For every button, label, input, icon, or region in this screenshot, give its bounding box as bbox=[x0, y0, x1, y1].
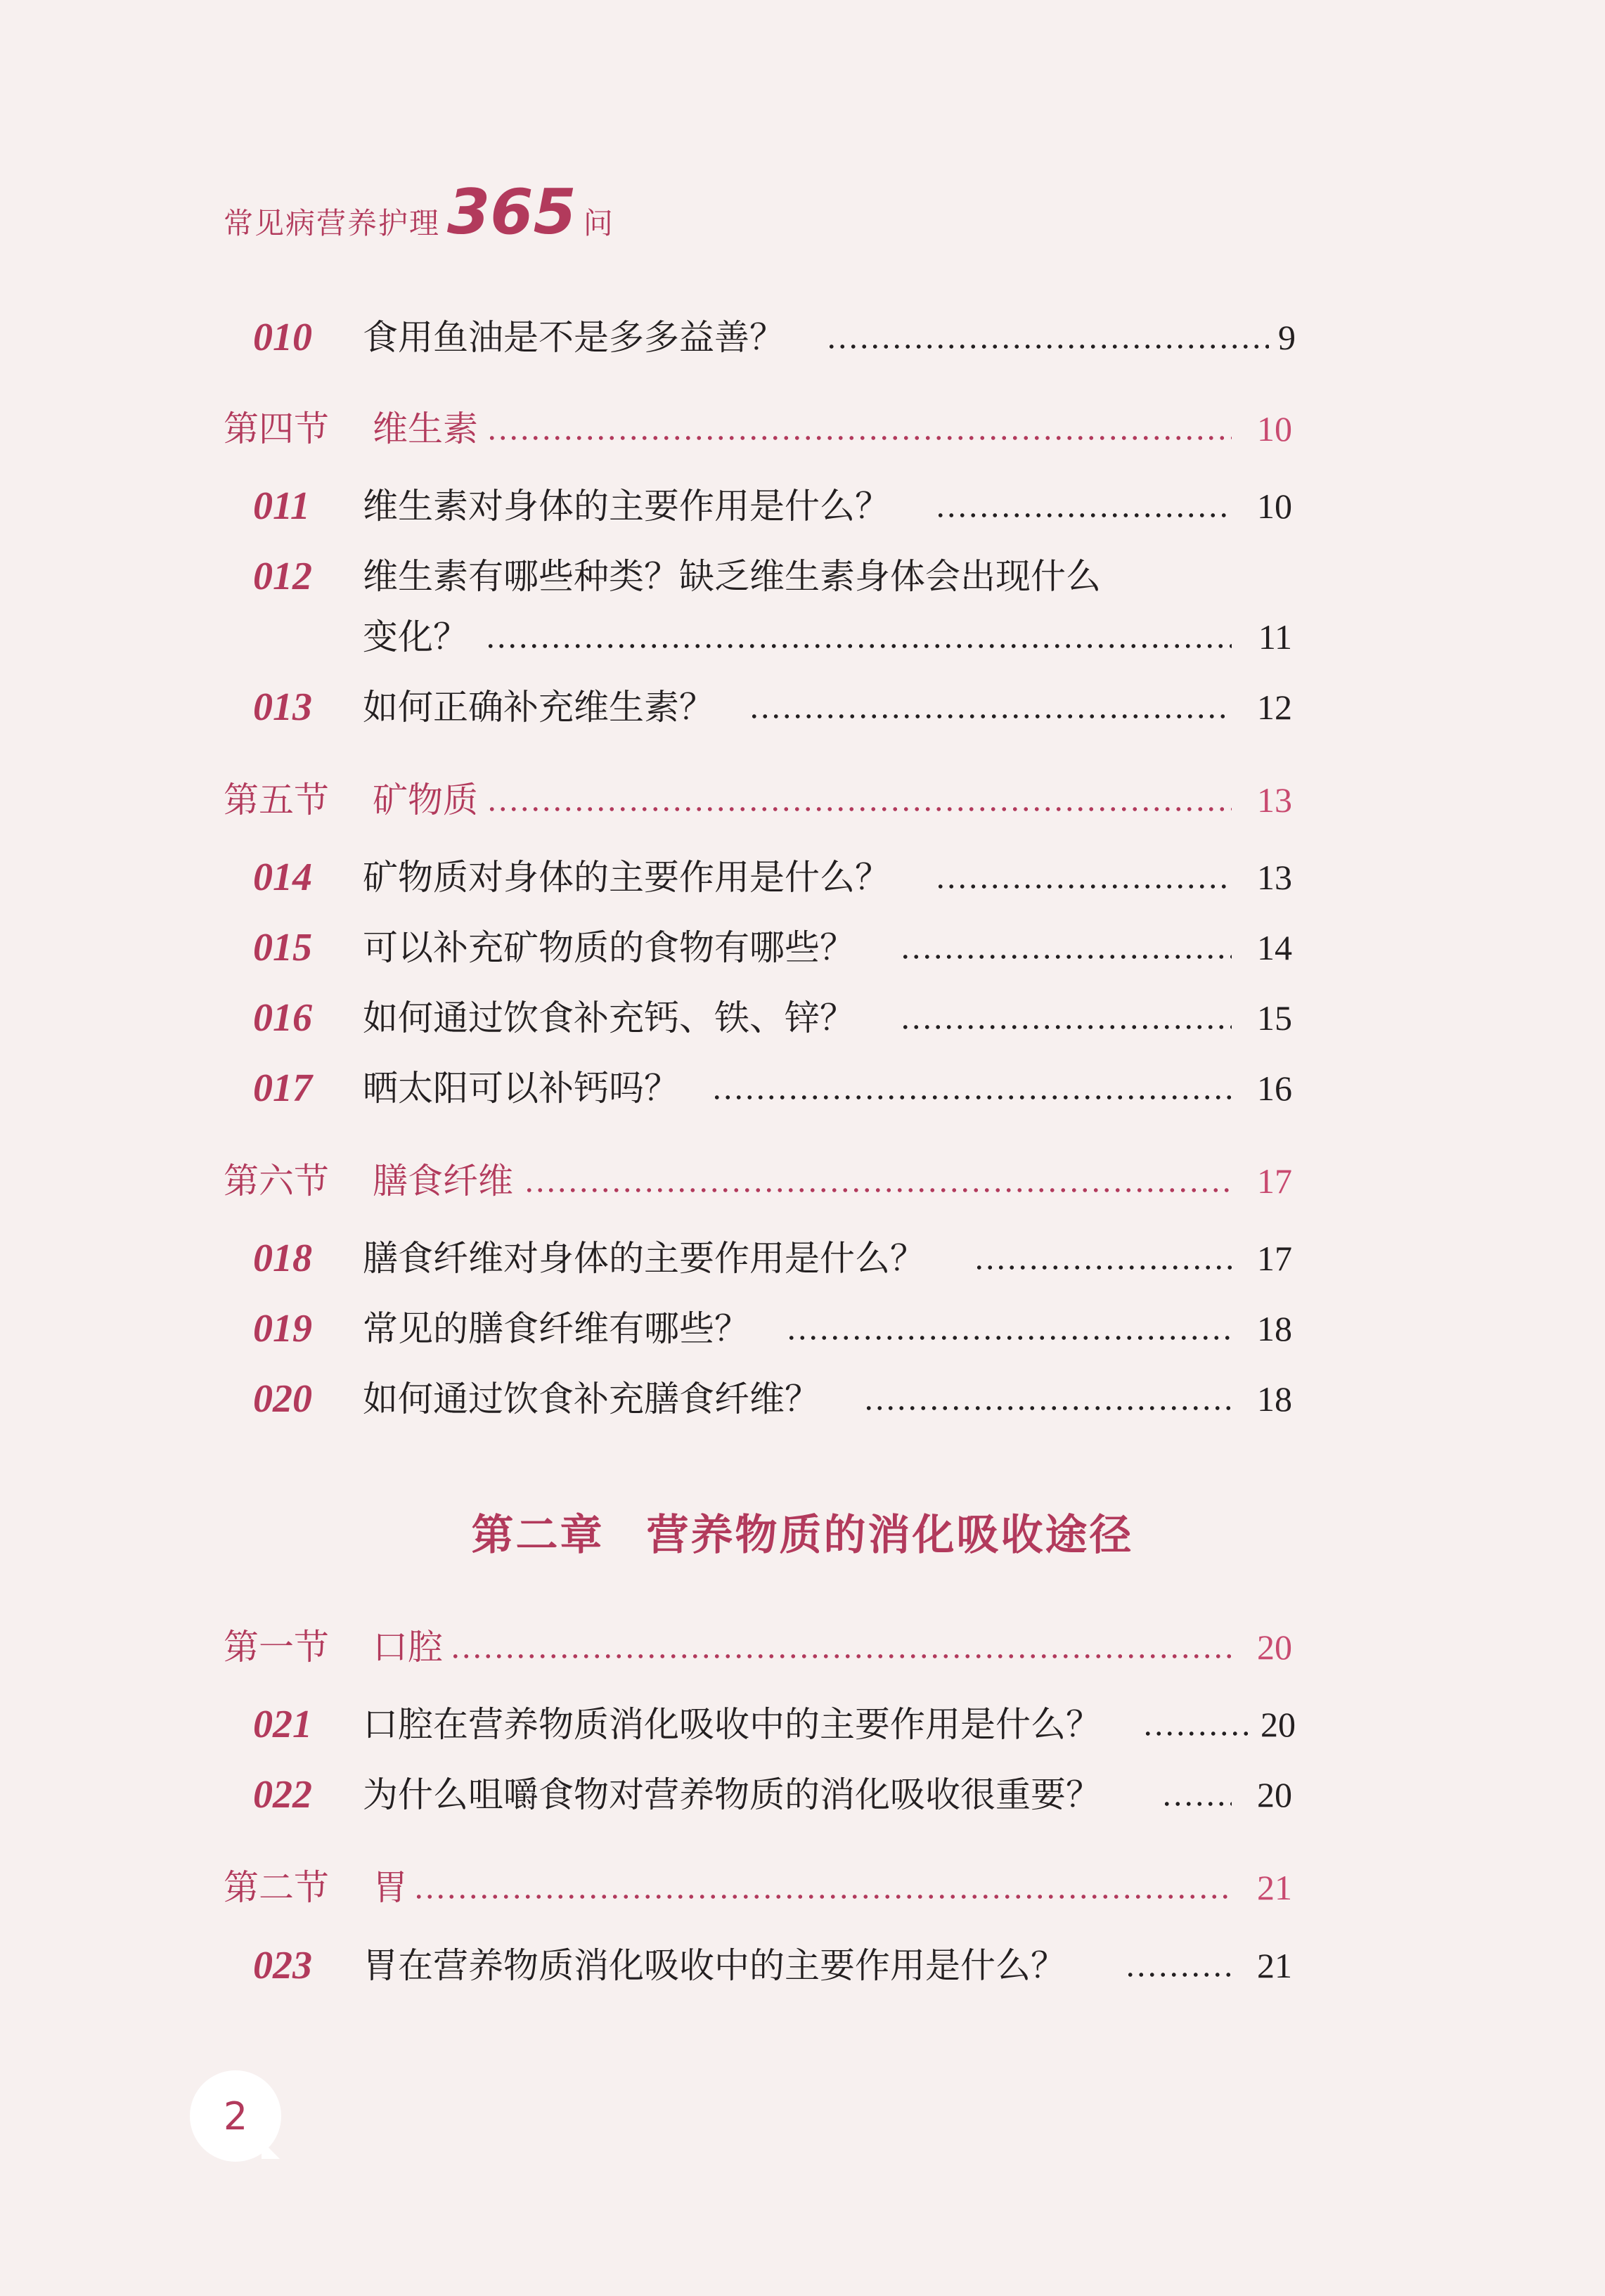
entry-title: 维生素有哪些种类？缺乏维生素身体会出现什么 bbox=[363, 556, 1101, 597]
entry-title: 食用鱼油是不是多多益善？ bbox=[363, 317, 785, 358]
entry-page: 15 bbox=[1257, 998, 1292, 1038]
toc-entry-continuation[interactable] bbox=[0, 609, 1605, 665]
entry-title: 胃在营养物质消化吸收中的主要作用是什么？ bbox=[363, 1945, 1066, 1986]
section-page: 17 bbox=[1257, 1161, 1292, 1201]
leader-dots bbox=[863, 1371, 1232, 1427]
toc-entry[interactable] bbox=[0, 1767, 1605, 1823]
toc-entry[interactable] bbox=[0, 679, 1605, 735]
entry-number: 021 bbox=[253, 1703, 312, 1746]
section-page: 21 bbox=[1257, 1868, 1292, 1907]
entry-title: 可以补充矿物质的食物有哪些？ bbox=[363, 927, 855, 968]
page-number: 2 bbox=[223, 2094, 248, 2139]
toc-entry[interactable] bbox=[0, 990, 1605, 1046]
entry-title: 如何通过饮食补充膳食纤维？ bbox=[363, 1379, 820, 1419]
toc-entry[interactable] bbox=[0, 309, 1605, 366]
entry-page: 13 bbox=[1257, 858, 1292, 897]
section-title: 口腔 bbox=[373, 1627, 443, 1668]
section-title: 膳食纤维 bbox=[373, 1161, 513, 1201]
toc-entry[interactable] bbox=[0, 1230, 1605, 1286]
entry-title: 矿物质对身体的主要作用是什么？ bbox=[363, 857, 890, 898]
toc-section[interactable] bbox=[0, 1153, 1605, 1209]
leader-dots bbox=[786, 1301, 1232, 1357]
entry-page: 21 bbox=[1257, 1946, 1292, 1985]
entry-title: 如何通过饮食补充钙、铁、锌？ bbox=[363, 998, 855, 1038]
section-page: 20 bbox=[1257, 1627, 1292, 1667]
running-header bbox=[224, 176, 613, 248]
entry-title: 如何正确补充维生素？ bbox=[363, 687, 714, 728]
toc-entry[interactable] bbox=[0, 1060, 1605, 1116]
toc-entry[interactable] bbox=[0, 548, 1605, 605]
toc-entry[interactable] bbox=[0, 1301, 1605, 1357]
section-label: 第五节 bbox=[224, 780, 329, 820]
toc-entry[interactable] bbox=[0, 849, 1605, 905]
section-label: 第六节 bbox=[224, 1161, 329, 1201]
chapter-label: 第二章 bbox=[471, 1511, 605, 1560]
chapter-heading[interactable] bbox=[0, 1502, 1605, 1562]
leader-dots bbox=[711, 1060, 1232, 1116]
leader-dots bbox=[413, 1859, 1232, 1916]
entry-number: 023 bbox=[253, 1944, 312, 1987]
entry-page: 20 bbox=[1261, 1705, 1296, 1744]
leader-dots bbox=[935, 849, 1232, 905]
entry-page: 18 bbox=[1257, 1309, 1292, 1348]
entry-number: 010 bbox=[253, 316, 312, 359]
toc-entry[interactable] bbox=[0, 1696, 1605, 1753]
entry-number: 011 bbox=[253, 484, 310, 528]
leader-dots bbox=[1142, 1696, 1251, 1753]
entry-title: 维生素对身体的主要作用是什么？ bbox=[363, 486, 890, 527]
leader-dots bbox=[900, 990, 1232, 1046]
toc-section[interactable] bbox=[0, 772, 1605, 828]
entry-number: 014 bbox=[253, 856, 312, 899]
entry-number: 015 bbox=[253, 926, 312, 969]
leader-dots bbox=[900, 920, 1232, 976]
entry-page: 14 bbox=[1257, 928, 1292, 967]
entry-number: 017 bbox=[253, 1066, 312, 1110]
leader-dots bbox=[826, 309, 1269, 366]
entry-number: 022 bbox=[253, 1773, 312, 1817]
section-title: 胃 bbox=[373, 1867, 408, 1908]
section-page: 10 bbox=[1257, 409, 1292, 449]
leader-dots bbox=[1125, 1937, 1232, 1994]
entry-title-continuation: 变化？ bbox=[363, 617, 468, 657]
book-title-number: 365 bbox=[447, 176, 576, 248]
entry-title: 口腔在营养物质消化吸收中的主要作用是什么？ bbox=[363, 1704, 1101, 1745]
leader-dots bbox=[524, 1153, 1232, 1209]
book-title-prefix: 常见病营养护理 bbox=[224, 206, 441, 240]
leader-dots bbox=[974, 1230, 1232, 1286]
entry-title: 常见的膳食纤维有哪些？ bbox=[363, 1308, 749, 1349]
entry-number: 013 bbox=[253, 685, 312, 729]
toc-section[interactable] bbox=[0, 401, 1605, 457]
toc-section[interactable] bbox=[0, 1859, 1605, 1916]
entry-page: 10 bbox=[1257, 486, 1292, 526]
entry-number: 016 bbox=[253, 996, 312, 1040]
entry-number: 018 bbox=[253, 1237, 312, 1280]
section-title: 矿物质 bbox=[373, 780, 478, 820]
toc-entry[interactable] bbox=[0, 1937, 1605, 1994]
entry-number: 019 bbox=[253, 1307, 312, 1350]
entry-page: 12 bbox=[1257, 688, 1292, 727]
leader-dots bbox=[486, 401, 1232, 457]
leader-dots bbox=[486, 772, 1232, 828]
leader-dots bbox=[450, 1619, 1232, 1675]
entry-title: 晒太阳可以补钙吗？ bbox=[363, 1068, 679, 1109]
entry-number: 020 bbox=[253, 1377, 312, 1421]
section-page: 13 bbox=[1257, 780, 1292, 820]
leader-dots bbox=[935, 478, 1232, 534]
section-title: 维生素 bbox=[373, 408, 478, 449]
toc-entry[interactable] bbox=[0, 478, 1605, 534]
entry-page: 16 bbox=[1257, 1069, 1292, 1108]
entry-page: 9 bbox=[1278, 318, 1296, 357]
entry-page: 20 bbox=[1257, 1775, 1292, 1814]
entry-title: 为什么咀嚼食物对营养物质的消化吸收很重要？ bbox=[363, 1774, 1101, 1815]
entry-title: 膳食纤维对身体的主要作用是什么？ bbox=[363, 1238, 925, 1279]
leader-dots bbox=[1161, 1767, 1232, 1823]
book-title-suffix: 问 bbox=[583, 206, 613, 240]
section-label: 第二节 bbox=[224, 1867, 329, 1908]
entry-number: 012 bbox=[253, 555, 312, 598]
toc-section[interactable] bbox=[0, 1619, 1605, 1675]
entry-page: 17 bbox=[1257, 1239, 1292, 1278]
toc-entry[interactable] bbox=[0, 920, 1605, 976]
page-number-badge bbox=[190, 2070, 281, 2162]
section-label: 第一节 bbox=[224, 1627, 329, 1668]
section-label: 第四节 bbox=[224, 408, 329, 449]
leader-dots bbox=[749, 679, 1232, 735]
entry-page: 11 bbox=[1258, 617, 1292, 657]
entry-page: 18 bbox=[1257, 1379, 1292, 1419]
chapter-title: 营养物质的消化吸收途径 bbox=[646, 1511, 1134, 1560]
leader-dots bbox=[485, 609, 1232, 665]
toc-entry[interactable] bbox=[0, 1371, 1605, 1427]
